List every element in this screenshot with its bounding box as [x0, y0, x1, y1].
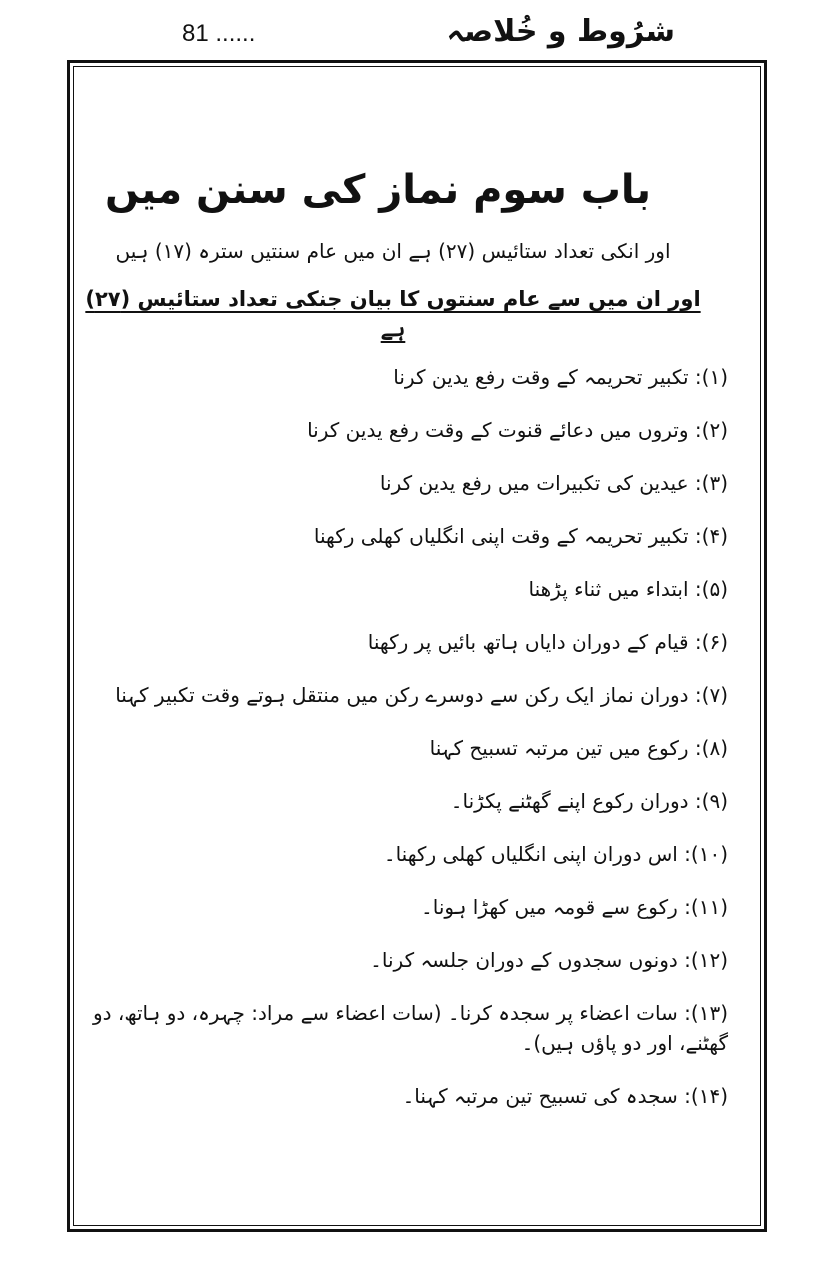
list-item [78, 892, 728, 922]
item-text: سجدہ کی تسبیح تین مرتبہ کہنا۔ [402, 1084, 678, 1108]
list-item [78, 1081, 728, 1111]
item-text: قیام کے دوران دایاں ہاتھ بائیں پر رکھنا [367, 630, 689, 654]
item-text: ابتداء میں ثناء پڑھنا [528, 577, 689, 601]
list-item [78, 839, 728, 869]
item-text: وتروں میں دعائے قنوت کے وقت رفع یدین کرنا [307, 418, 689, 442]
item-number: (۸): [694, 736, 728, 760]
page-content [78, 160, 728, 1134]
item-text: عیدین کی تکبیرات میں رفع یدین کرنا [379, 471, 689, 495]
section-heading [78, 284, 728, 344]
item-text: دوران رکوع اپنے گھٹنے پکڑنا۔ [450, 789, 689, 813]
item-number: (۱۳): [684, 1001, 728, 1025]
list-item [78, 998, 728, 1058]
list-item [78, 362, 728, 392]
item-text: اس دوران اپنی انگلیاں کھلی رکھنا۔ [383, 842, 678, 866]
item-number: (۲): [694, 418, 728, 442]
list-item [78, 468, 728, 498]
item-number: (۱۰): [684, 842, 728, 866]
item-text: رکوع میں تین مرتبہ تسبیح کہنا [429, 736, 689, 760]
item-number: (۳): [694, 471, 728, 495]
item-number: (۱۱): [684, 895, 728, 919]
list-item [78, 680, 728, 710]
chapter-title: باب سوم نماز کی سنن میں [105, 167, 651, 213]
list-item [78, 415, 728, 445]
list-item [78, 945, 728, 975]
item-text: سات اعضاء پر سجدہ کرنا۔ (سات اعضاء سے مراد: چہرہ، دو ہاتھ، دو گھٹنے، اور دو پاؤں ہیں)۔ [92, 1001, 728, 1055]
item-number: (۴): [694, 524, 728, 548]
item-text: تکبیر تحریمہ کے وقت اپنی انگلیاں کھلی رکھنا [313, 524, 689, 548]
item-number: (۹): [694, 789, 728, 813]
item-number: (۱): [694, 365, 728, 389]
chapter-intro: اور انکی تعداد ستائیس (۲۷) ہے ان میں عام سنتیں سترہ (۱۷) ہیں [115, 239, 671, 263]
section-heading-text: اور ان میں سے عام سنتوں کا بیان جنکی تعداد ستائیس (۲۷) ہے [85, 287, 701, 341]
item-text: تکبیر تحریمہ کے وقت رفع یدین کرنا [393, 365, 689, 389]
running-header-title: شرُوط و خُلاصہ [446, 14, 675, 49]
item-number: (۱۲): [684, 948, 728, 972]
list-item [78, 786, 728, 816]
item-number: (۶): [694, 630, 728, 654]
item-number: (۵): [694, 577, 728, 601]
list-item [78, 521, 728, 551]
list-item [78, 627, 728, 657]
list-item [78, 733, 728, 763]
item-number: (۷): [694, 683, 728, 707]
page-number: 81 ...... [182, 20, 256, 47]
item-text: رکوع سے قومہ میں کھڑا ہونا۔ [421, 895, 678, 919]
item-text: دونوں سجدوں کے دوران جلسہ کرنا۔ [370, 948, 678, 972]
sunnah-list [78, 362, 728, 1111]
item-text: دوران نماز ایک رکن سے دوسرے رکن میں منتقل ہوتے وقت تکبیر کہنا [115, 683, 689, 707]
list-item [78, 574, 728, 604]
item-number: (۱۴): [684, 1084, 728, 1108]
